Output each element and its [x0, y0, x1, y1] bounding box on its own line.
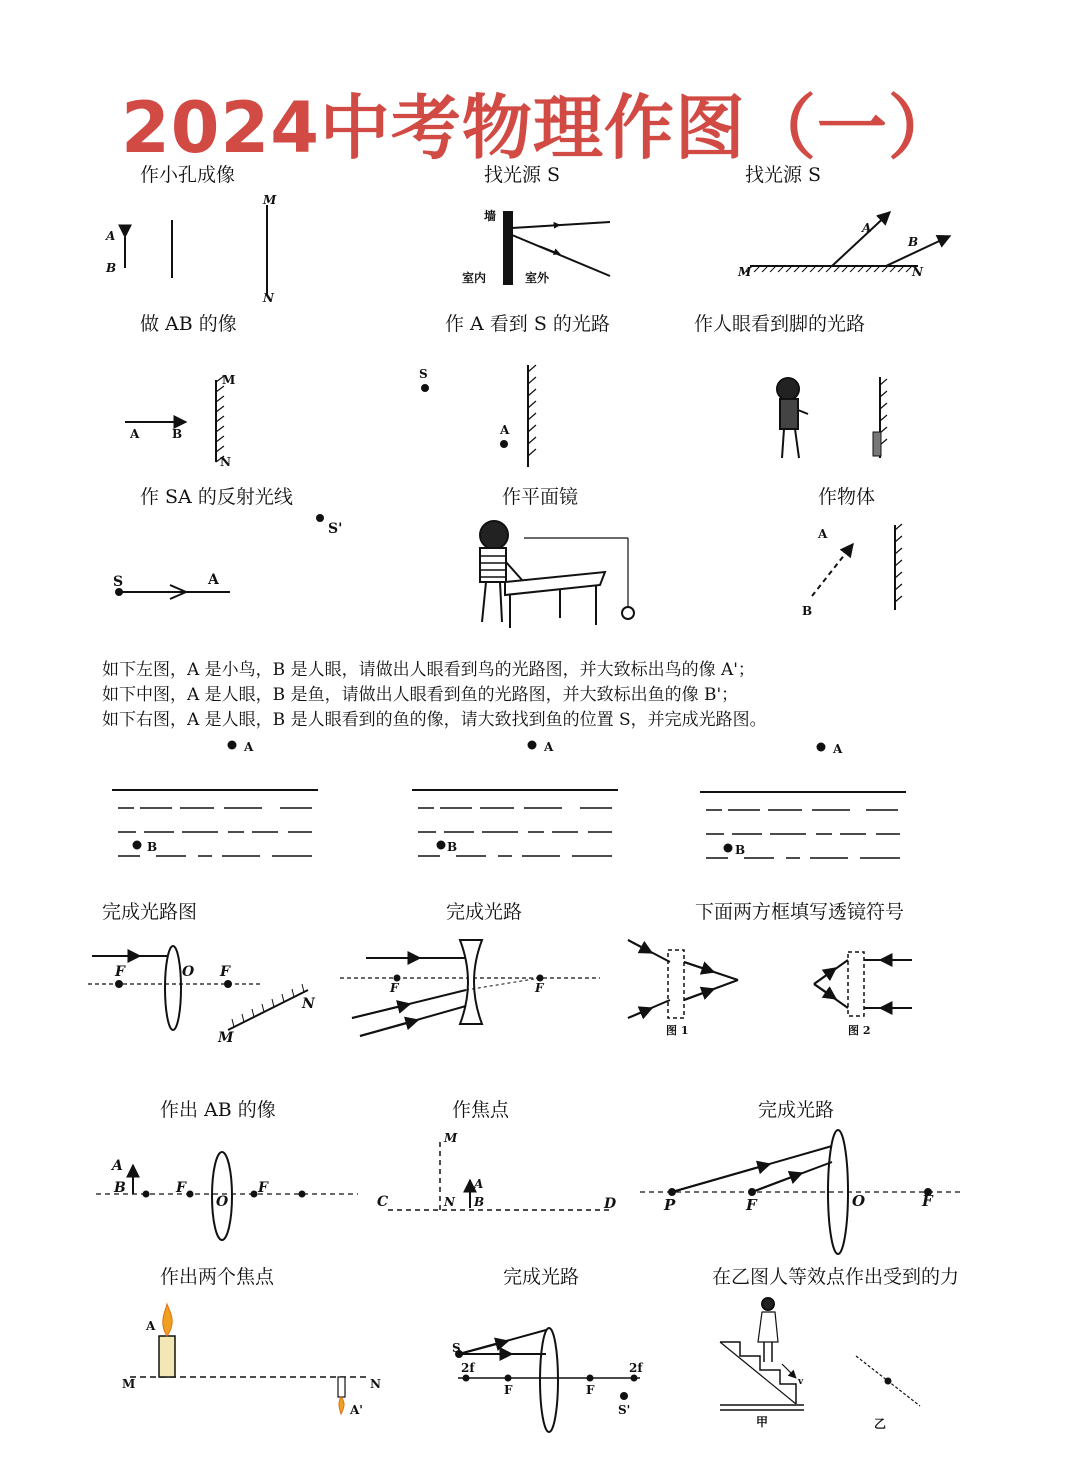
label-b-water-left: B — [147, 840, 158, 854]
label-m-pinhole: M — [263, 193, 277, 207]
lens-box-figure-1 — [628, 940, 738, 1018]
caption-object: 作物体 — [818, 486, 876, 508]
caption-focal-point: 作焦点 — [452, 1099, 510, 1121]
caption-pinhole: 作小孔成像 — [140, 164, 236, 186]
water-panel-left — [112, 742, 318, 857]
label-f1-lens: F — [176, 1180, 186, 1196]
instruction-line-1: 如下左图，A 是小鸟，B 是人眼，请做出人眼看到鸟的光路图，并大致标出鸟的像 A'； — [102, 660, 755, 680]
caption-reflect-sa: 作 SA 的反射光线 — [140, 486, 293, 508]
label-b-object: B — [802, 604, 813, 618]
label-b-water-mid: B — [447, 840, 458, 854]
label-n-pinhole: N — [263, 291, 274, 305]
boy-table-diagram — [480, 521, 634, 628]
convex-lens-p-diagram — [640, 1130, 960, 1254]
caption-plane-mirror: 作平面镜 — [502, 486, 579, 508]
label-b-water-right: B — [735, 843, 746, 857]
label-b-reflect: B — [908, 235, 919, 249]
caption-ab-image: 做 AB 的像 — [140, 313, 237, 335]
label-jia: 甲 — [756, 1415, 769, 1429]
label-a-candle: A — [146, 1319, 156, 1333]
label-b-focal: B — [474, 1195, 485, 1209]
focal-point-cd-diagram — [388, 1142, 612, 1210]
label-f-right-p: F — [922, 1192, 933, 1210]
label-s-2f: S — [452, 1341, 461, 1355]
label-s-mirror: S — [419, 367, 428, 381]
page-title: 2024中考物理作图（一） — [121, 87, 959, 169]
diagram-labels — [105, 193, 934, 1431]
label-s-prime-2f: S' — [618, 1403, 631, 1417]
concave-lens-diagram — [340, 940, 600, 1036]
label-f-right-2f: F — [586, 1383, 595, 1397]
label-f2-lens: F — [258, 1180, 268, 1196]
label-n-ab: N — [220, 455, 231, 469]
label-fig1: 图 1 — [666, 1024, 689, 1037]
label-n-candle: N — [370, 1377, 381, 1391]
wall-light-source-diagram — [504, 212, 610, 284]
caption-ab-image-lens: 作出 AB 的像 — [160, 1099, 276, 1121]
label-b-lens: B — [114, 1180, 126, 1196]
label-v: v — [798, 1377, 804, 1387]
arrow-ab-mirror-diagram — [125, 376, 224, 462]
label-a-object: A — [818, 527, 828, 541]
label-n-focal: N — [444, 1195, 455, 1209]
label-s-prime: S' — [328, 521, 343, 537]
label-c-focal: C — [377, 1194, 389, 1210]
label-outdoor: 室外 — [525, 271, 550, 285]
reflected-rays-diagram — [746, 212, 950, 272]
label-f1-concave: F — [390, 981, 399, 995]
convex-lens-mirror-diagram — [88, 946, 308, 1030]
label-o-p: O — [852, 1192, 866, 1210]
label-indoor: 室内 — [462, 271, 487, 285]
label-f-left-p: F — [746, 1196, 757, 1214]
label-a-lens: A — [112, 1158, 123, 1174]
ray-sa-diagram — [116, 515, 323, 599]
label-b-ab: B — [172, 427, 183, 441]
label-m-focal: M — [444, 1131, 458, 1145]
label-f1-convex: F — [115, 964, 125, 980]
water-panel-right — [700, 744, 906, 859]
label-2f-right: 2f — [629, 1361, 643, 1375]
label-a-mirror: A — [500, 423, 510, 437]
label-a-ab: A — [130, 427, 140, 441]
label-m-convex: M — [218, 1030, 234, 1046]
label-o-convex: O — [182, 964, 195, 980]
label-m-reflect: M — [738, 265, 752, 279]
label-a-ray: A — [208, 572, 219, 588]
label-2f-left: 2f — [461, 1361, 475, 1375]
caption-lens-symbols: 下面两方框填写透镜符号 — [695, 901, 905, 923]
lens-2f-diagram — [456, 1328, 640, 1432]
label-d-focal: D — [604, 1196, 617, 1212]
label-a-water-right: A — [833, 742, 843, 756]
label-n-convex: N — [302, 996, 315, 1012]
caption-find-source-2: 找光源 S — [745, 164, 822, 186]
label-b-pinhole: B — [106, 261, 117, 275]
candle-image-diagram — [130, 1304, 368, 1414]
label-a-focal: A — [474, 1177, 484, 1191]
pinhole-diagram — [125, 205, 267, 295]
caption-complete-ray-diagram: 完成光路图 — [102, 901, 198, 923]
label-a-water-left: A — [244, 740, 254, 754]
caption-force-diagram: 在乙图人等效点作出受到的力 — [712, 1266, 960, 1288]
label-fig2: 图 2 — [848, 1024, 871, 1037]
label-s-ray: S — [113, 574, 124, 590]
instruction-line-2: 如下中图，A 是人眼，B 是鱼，请做出人眼看到鱼的光路图，并大致标出鱼的像 B'； — [102, 685, 739, 705]
caption-complete-path-3: 完成光路 — [503, 1266, 580, 1288]
label-f-left-2f: F — [504, 1383, 513, 1397]
caption-find-source-1: 找光源 S — [484, 164, 561, 186]
caption-a-see-s: 作 A 看到 S 的光路 — [445, 313, 610, 335]
stairs-person-diagram — [720, 1298, 920, 1410]
caption-complete-path-1: 完成光路 — [446, 901, 523, 923]
label-p: P — [664, 1196, 676, 1214]
boy-mirror-diagram — [777, 377, 887, 458]
instruction-line-3: 如下右图，A 是人眼，B 是人眼看到的鱼的像，请大致找到鱼的位置 S，并完成光路图。 — [102, 710, 767, 730]
label-a-pinhole: A — [106, 229, 116, 243]
label-m-candle: M — [122, 1377, 136, 1391]
label-a-prime: A' — [350, 1403, 363, 1417]
label-m-ab: M — [222, 373, 236, 387]
label-f2-concave: F — [535, 981, 544, 995]
caption-two-focal-points: 作出两个焦点 — [160, 1266, 275, 1288]
label-wall: 墙 — [484, 209, 497, 223]
label-n-reflect: N — [912, 265, 923, 279]
label-yi: 乙 — [874, 1417, 887, 1431]
caption-eye-foot: 作人眼看到脚的光路 — [694, 313, 866, 335]
water-panel-middle — [412, 742, 618, 857]
lens-box-figure-2 — [814, 952, 912, 1016]
source-eye-mirror-diagram — [422, 365, 536, 467]
label-o-lens: O — [216, 1194, 229, 1210]
label-a-water-mid: A — [544, 740, 554, 754]
label-a-reflect: A — [862, 221, 872, 235]
label-f2-convex: F — [220, 964, 230, 980]
caption-complete-path-2: 完成光路 — [758, 1099, 835, 1121]
